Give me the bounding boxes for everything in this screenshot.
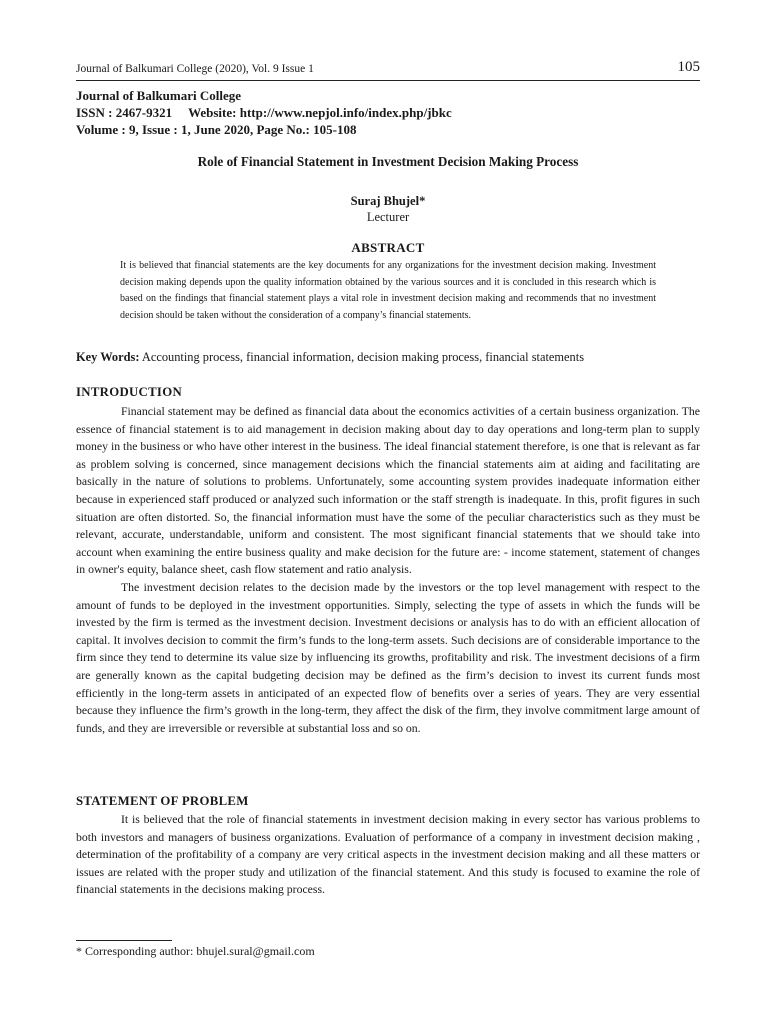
abstract-text: It is believed that financial statements are the key documents for any organizations for the investment decision making. Investment decision making depends upon the quality information obtained by the various sources and it is concluded in this research which is based on the findings that financial statement plays a vital role in investment decision making and recommends that no investment decision should be taken without the consideration of a company’s financial statements. [120, 260, 656, 321]
statement-of-problem-body [76, 811, 700, 899]
running-head-journal: Journal of Balkumari College (2020), Vol. 9 Issue 1 [76, 63, 314, 75]
issn: ISSN : 2467-9321 [76, 105, 173, 120]
author-role: Lecturer [366, 210, 410, 224]
footnote: * Corresponding author: bhujel.sural@gmail.com [76, 944, 315, 958]
author-block [76, 193, 700, 225]
keywords-line [76, 350, 700, 365]
statement-of-problem-paragraph: It is believed that the role of financial statements in investment decision making in every sector has various problems to both investors and managers of business organizations. Evaluation of performance of a company in investment decision making , determination of the profitability of a company are very critical aspects in the investment decision making and all these matters or issues are related with the proper study and utilization of the financial statement. And this study is focused to examine the role of financial statements in the decisions making process. [76, 813, 700, 897]
journal-name: Journal of Balkumari College [76, 88, 242, 103]
introduction-paragraph: The investment decision relates to the decision made by the investors or the top level management with respect to the amount of funds to be deployed in the investment opportunities. Simply, selecting the type of assets in which the funds will be invested by the firm is termed as the investment decision. Investment decisions or analysis has to do with an efficient allocation of capital. It involves decision to commit the firm’s funds to the long-term assets. Such decisions are of considerable importance to the firm since they tend to determine its value size by influencing its growths, profitability and risk. The investment decisions of a firm are generally known as the capital budgeting decision may be defined as the firm’s decision to invest its current funds most efficiently in the long-term assets in anticipated of an expected flow of benefits over a series of years. They are very essential because they influence the firm’s growth in the long-term, they affect the disk of the firm, they involve commitment large amount of funds, and they are irreversible or reversible at substantial loss and so on. [76, 580, 700, 735]
page-number: 105 [677, 59, 700, 75]
keywords-text: Accounting process, financial information, decision making process, financial statements [139, 350, 585, 364]
volume-line: Volume : 9, Issue : 1, June 2020, Page No.: 105-108 [76, 122, 357, 137]
author-name: Suraj Bhujel* [350, 194, 426, 208]
introduction-paragraph: Financial statement may be defined as financial data about the economics activities of a certain business organization. The essence of financial statement is to aid management in decision making about day to day operations and long-term plan to supply money in the business or who have other interest in the business. The ideal financial statement therefore, is one that is relevant as far as problem solving is concerned, since management decisions which the financial statements aim at aiding and facilitating are basically in the nature of solutions to problems. Unfortunately, some accounting system provides inadequate information either because in experienced staff produced or analyzed such information or the staff strength is inadequate. In this, profit figures in such situation are often distorted. So, the financial information must have the some of the peculiar characteristics such as they must be relevant, accurate, understandable, uniform and consistent. The most significant financial statements that we should take into account when examining the entire business quality and make decision for the future are: - income statement, statement of changes in owner's equity, balance sheet, cash flow statement and ratio analysis. [76, 405, 700, 577]
footnote-rule [76, 940, 172, 941]
journal-website: Website: http://www.nepjol.info/index.php/jbkc [188, 105, 452, 120]
abstract-heading: ABSTRACT [351, 240, 425, 255]
running-head [76, 59, 700, 81]
journal-info-block [76, 87, 452, 138]
statement-of-problem-heading: STATEMENT OF PROBLEM [76, 794, 249, 808]
introduction-body [76, 403, 700, 737]
article-title: Role of Financial Statement in Investment Decision Making Process [197, 154, 579, 169]
keywords-label: Key Words: [76, 350, 140, 364]
introduction-heading: INTRODUCTION [76, 385, 182, 399]
issn-website-line [76, 104, 452, 121]
